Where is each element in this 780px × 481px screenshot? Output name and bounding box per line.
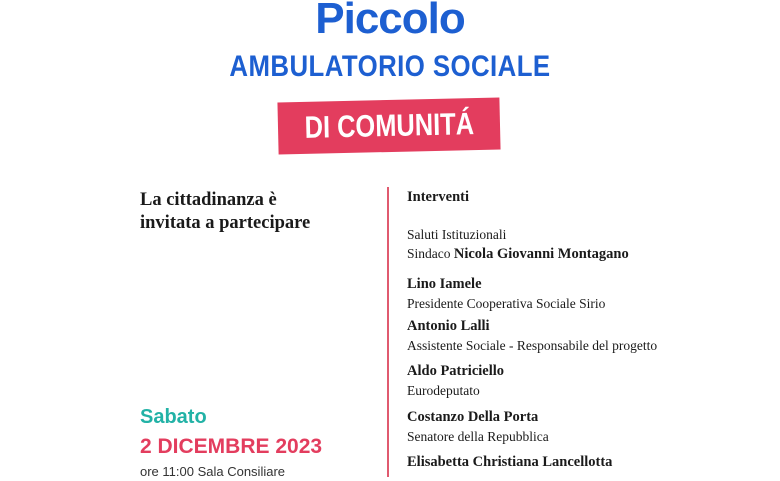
title-line-2: AMBULATORIO SOCIALE (229, 50, 551, 83)
speakers-list (407, 189, 767, 470)
banner-text: DI COMUNITÁ (303, 106, 475, 145)
speaker-role: Assistente Sociale - Responsabile del progetto (407, 338, 658, 353)
invitation-line-2: invitata a partecipare (140, 213, 311, 233)
speaker-intro: Saluti Istituzionali (407, 227, 507, 242)
speaker-item (407, 317, 767, 355)
event-day: Sabato (140, 406, 207, 428)
speaker-name: Elisabetta Christiana Lancellotta (407, 454, 613, 470)
speaker-item (407, 453, 767, 472)
title-banner (277, 97, 500, 154)
speaker-item (407, 275, 767, 313)
invitation-text (140, 189, 360, 235)
speaker-prefix: Sindaco (407, 246, 454, 261)
speaker-name: Costanzo Della Porta (407, 409, 539, 425)
speaker-role: Senatore della Repubblica (407, 429, 549, 444)
speaker-item (407, 225, 767, 264)
speaker-item (407, 362, 767, 400)
event-venue: ore 11:00 Sala Consiliare (140, 464, 286, 479)
speaker-name: Aldo Patriciello (407, 363, 505, 379)
event-date: 2 DICEMBRE 2023 (140, 435, 323, 458)
speakers-heading: Interventi (407, 189, 470, 205)
speaker-role: Eurodeputato (407, 383, 480, 398)
speaker-role: Presidente Cooperativa Sociale Sirio (407, 296, 606, 311)
speaker-name: Antonio Lalli (407, 318, 490, 334)
vertical-divider (387, 187, 389, 477)
title-line-1: Piccolo (315, 0, 465, 43)
speaker-item (407, 408, 767, 446)
speaker-name: Lino Iamele (407, 276, 482, 292)
speaker-name: Nicola Giovanni Montagano (453, 246, 629, 262)
invitation-line-1: La cittadinanza è (140, 190, 277, 210)
speaker-line (407, 244, 767, 264)
